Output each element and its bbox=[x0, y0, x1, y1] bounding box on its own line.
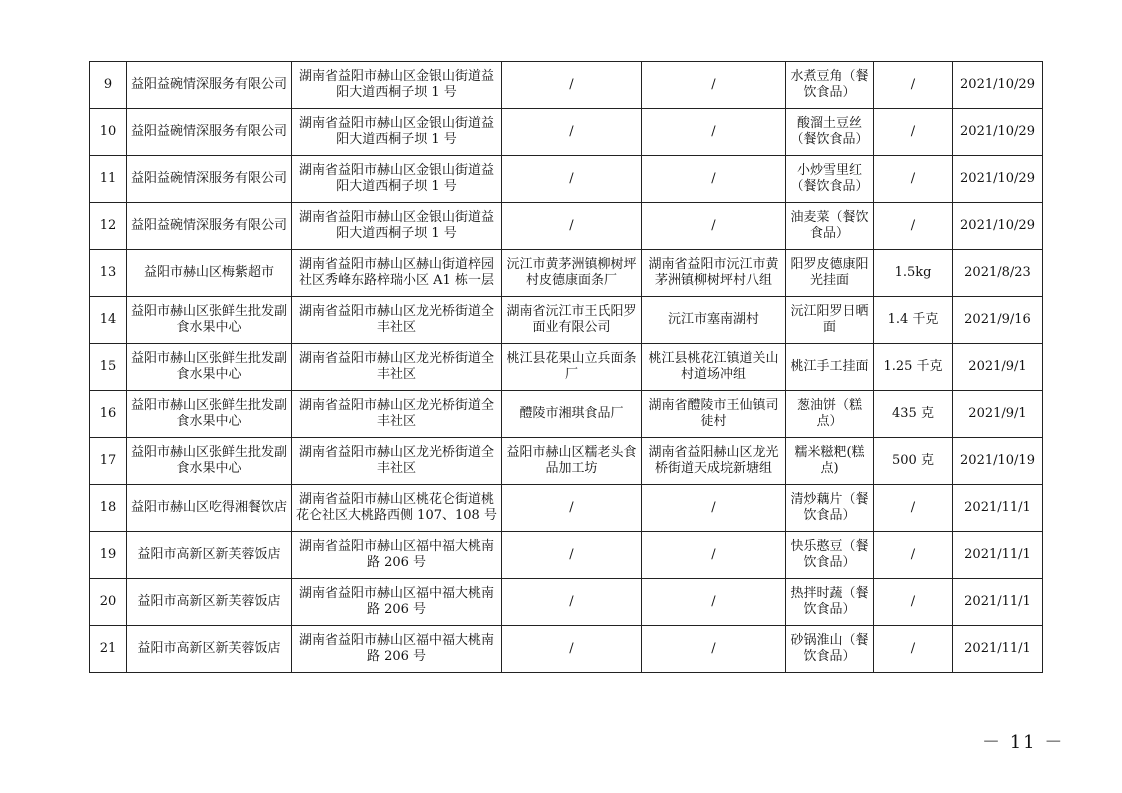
specification-cell: 1.25 千克 bbox=[874, 344, 953, 391]
company-address-cell: 湖南省益阳市赫山区龙光桥街道全丰社区 bbox=[292, 344, 502, 391]
producer-address-cell: / bbox=[642, 109, 786, 156]
table-row bbox=[90, 485, 1043, 532]
company-name-cell: 益阳市赫山区张鲜生批发副食水果中心 bbox=[127, 297, 292, 344]
specification-cell: 500 克 bbox=[874, 438, 953, 485]
specification-cell: / bbox=[874, 579, 953, 626]
row-number-cell: 21 bbox=[90, 626, 127, 673]
row-number-cell: 19 bbox=[90, 532, 127, 579]
specification-cell: / bbox=[874, 485, 953, 532]
product-name-cell: 清炒藕片（餐饮食品） bbox=[786, 485, 874, 532]
company-name-cell: 益阳市赫山区张鲜生批发副食水果中心 bbox=[127, 391, 292, 438]
specification-cell: 1.4 千克 bbox=[874, 297, 953, 344]
production-date-cell: 2021/10/29 bbox=[953, 62, 1043, 109]
company-address-cell: 湖南省益阳市赫山区龙光桥街道全丰社区 bbox=[292, 438, 502, 485]
table-row bbox=[90, 532, 1043, 579]
producer-address-cell: / bbox=[642, 532, 786, 579]
specification-cell: 435 克 bbox=[874, 391, 953, 438]
production-date-cell: 2021/9/1 bbox=[953, 391, 1043, 438]
producer-name-cell: 沅江市黄茅洲镇柳树坪村皮德康面条厂 bbox=[502, 250, 642, 297]
production-date-cell: 2021/10/19 bbox=[953, 438, 1043, 485]
producer-name-cell: / bbox=[502, 203, 642, 250]
company-address-cell: 湖南省益阳市赫山区福中福大桃南路 206 号 bbox=[292, 626, 502, 673]
company-name-cell: 益阳市赫山区梅紫超市 bbox=[127, 250, 292, 297]
row-number-cell: 11 bbox=[90, 156, 127, 203]
producer-address-cell: 湖南省益阳市沅江市黄茅洲镇柳树坪村八组 bbox=[642, 250, 786, 297]
producer-name-cell: 桃江县花果山立兵面条厂 bbox=[502, 344, 642, 391]
table-row bbox=[90, 250, 1043, 297]
production-date-cell: 2021/10/29 bbox=[953, 203, 1043, 250]
production-date-cell: 2021/11/1 bbox=[953, 626, 1043, 673]
company-name-cell: 益阳益碗情深服务有限公司 bbox=[127, 109, 292, 156]
row-number-cell: 10 bbox=[90, 109, 127, 156]
company-name-cell: 益阳益碗情深服务有限公司 bbox=[127, 203, 292, 250]
producer-name-cell: / bbox=[502, 156, 642, 203]
company-address-cell: 湖南省益阳市赫山区福中福大桃南路 206 号 bbox=[292, 579, 502, 626]
production-date-cell: 2021/11/1 bbox=[953, 485, 1043, 532]
table-row bbox=[90, 297, 1043, 344]
production-date-cell: 2021/11/1 bbox=[953, 532, 1043, 579]
company-name-cell: 益阳市高新区新芙蓉饭店 bbox=[127, 626, 292, 673]
product-name-cell: 快乐憨豆（餐饮食品） bbox=[786, 532, 874, 579]
production-date-cell: 2021/11/1 bbox=[953, 579, 1043, 626]
table-row bbox=[90, 344, 1043, 391]
company-name-cell: 益阳益碗情深服务有限公司 bbox=[127, 156, 292, 203]
company-name-cell: 益阳市赫山区张鲜生批发副食水果中心 bbox=[127, 344, 292, 391]
company-address-cell: 湖南省益阳市赫山区金银山街道益阳大道西桐子坝 1 号 bbox=[292, 156, 502, 203]
row-number-cell: 13 bbox=[90, 250, 127, 297]
product-name-cell: 桃江手工挂面 bbox=[786, 344, 874, 391]
producer-address-cell: / bbox=[642, 579, 786, 626]
table-row bbox=[90, 391, 1043, 438]
producer-name-cell: / bbox=[502, 579, 642, 626]
specification-cell: / bbox=[874, 156, 953, 203]
row-number-cell: 20 bbox=[90, 579, 127, 626]
specification-cell: 1.5kg bbox=[874, 250, 953, 297]
production-date-cell: 2021/10/29 bbox=[953, 109, 1043, 156]
producer-name-cell: 益阳市赫山区糯老头食品加工坊 bbox=[502, 438, 642, 485]
sampling-results-table bbox=[89, 61, 1043, 673]
specification-cell: / bbox=[874, 109, 953, 156]
producer-name-cell: 湖南省沅江市王氏阳罗面业有限公司 bbox=[502, 297, 642, 344]
company-name-cell: 益阳市高新区新芙蓉饭店 bbox=[127, 579, 292, 626]
row-number-cell: 12 bbox=[90, 203, 127, 250]
producer-name-cell: / bbox=[502, 626, 642, 673]
producer-address-cell: / bbox=[642, 485, 786, 532]
product-name-cell: 小炒雪里红（餐饮食品） bbox=[786, 156, 874, 203]
product-name-cell: 油麦菜（餐饮食品） bbox=[786, 203, 874, 250]
company-address-cell: 湖南省益阳市赫山区福中福大桃南路 206 号 bbox=[292, 532, 502, 579]
producer-name-cell: / bbox=[502, 532, 642, 579]
production-date-cell: 2021/9/16 bbox=[953, 297, 1043, 344]
row-number-cell: 18 bbox=[90, 485, 127, 532]
producer-address-cell: 湖南省益阳赫山区龙光桥街道天成垸新塘组 bbox=[642, 438, 786, 485]
table-row bbox=[90, 203, 1043, 250]
production-date-cell: 2021/8/23 bbox=[953, 250, 1043, 297]
company-name-cell: 益阳市高新区新芙蓉饭店 bbox=[127, 532, 292, 579]
producer-address-cell: / bbox=[642, 626, 786, 673]
row-number-cell: 14 bbox=[90, 297, 127, 344]
row-number-cell: 16 bbox=[90, 391, 127, 438]
company-address-cell: 湖南省益阳市赫山区桃花仑街道桃花仑社区大桃路西侧 107、108 号 bbox=[292, 485, 502, 532]
table-row bbox=[90, 62, 1043, 109]
product-name-cell: 酸溜土豆丝（餐饮食品） bbox=[786, 109, 874, 156]
company-address-cell: 湖南省益阳市赫山区龙光桥街道全丰社区 bbox=[292, 297, 502, 344]
specification-cell: / bbox=[874, 532, 953, 579]
producer-address-cell: 湖南省醴陵市王仙镇司徒村 bbox=[642, 391, 786, 438]
row-number-cell: 15 bbox=[90, 344, 127, 391]
table-row bbox=[90, 109, 1043, 156]
row-number-cell: 9 bbox=[90, 62, 127, 109]
product-name-cell: 水煮豆角（餐饮食品） bbox=[786, 62, 874, 109]
producer-name-cell: / bbox=[502, 109, 642, 156]
company-address-cell: 湖南省益阳市赫山区龙光桥街道全丰社区 bbox=[292, 391, 502, 438]
table-row bbox=[90, 579, 1043, 626]
table-body bbox=[90, 62, 1043, 673]
specification-cell: / bbox=[874, 203, 953, 250]
company-address-cell: 湖南省益阳市赫山区金银山街道益阳大道西桐子坝 1 号 bbox=[292, 62, 502, 109]
company-name-cell: 益阳益碗情深服务有限公司 bbox=[127, 62, 292, 109]
page-number: － 11 － bbox=[982, 732, 1065, 753]
production-date-cell: 2021/9/1 bbox=[953, 344, 1043, 391]
product-name-cell: 阳罗皮德康阳光挂面 bbox=[786, 250, 874, 297]
producer-address-cell: / bbox=[642, 203, 786, 250]
row-number-cell: 17 bbox=[90, 438, 127, 485]
producer-name-cell: / bbox=[502, 62, 642, 109]
specification-cell: / bbox=[874, 626, 953, 673]
company-name-cell: 益阳市赫山区张鲜生批发副食水果中心 bbox=[127, 438, 292, 485]
product-name-cell: 热拌时蔬（餐饮食品） bbox=[786, 579, 874, 626]
product-name-cell: 砂锅淮山（餐饮食品） bbox=[786, 626, 874, 673]
producer-name-cell: 醴陵市湘琪食品厂 bbox=[502, 391, 642, 438]
product-name-cell: 糯米糍粑(糕点) bbox=[786, 438, 874, 485]
company-name-cell: 益阳市赫山区吃得湘餐饮店 bbox=[127, 485, 292, 532]
producer-name-cell: / bbox=[502, 485, 642, 532]
producer-address-cell: 沅江市塞南湖村 bbox=[642, 297, 786, 344]
product-name-cell: 葱油饼（糕点） bbox=[786, 391, 874, 438]
producer-address-cell: / bbox=[642, 62, 786, 109]
production-date-cell: 2021/10/29 bbox=[953, 156, 1043, 203]
producer-address-cell: 桃江县桃花江镇道关山村道场冲组 bbox=[642, 344, 786, 391]
specification-cell: / bbox=[874, 62, 953, 109]
company-address-cell: 湖南省益阳市赫山区金银山街道益阳大道西桐子坝 1 号 bbox=[292, 109, 502, 156]
table-row bbox=[90, 438, 1043, 485]
company-address-cell: 湖南省益阳市赫山区金银山街道益阳大道西桐子坝 1 号 bbox=[292, 203, 502, 250]
producer-address-cell: / bbox=[642, 156, 786, 203]
table-row bbox=[90, 626, 1043, 673]
table-row bbox=[90, 156, 1043, 203]
company-address-cell: 湖南省益阳市赫山区赫山街道梓园社区秀峰东路梓瑞小区 A1 栋一层 bbox=[292, 250, 502, 297]
product-name-cell: 沅江阳罗日晒面 bbox=[786, 297, 874, 344]
